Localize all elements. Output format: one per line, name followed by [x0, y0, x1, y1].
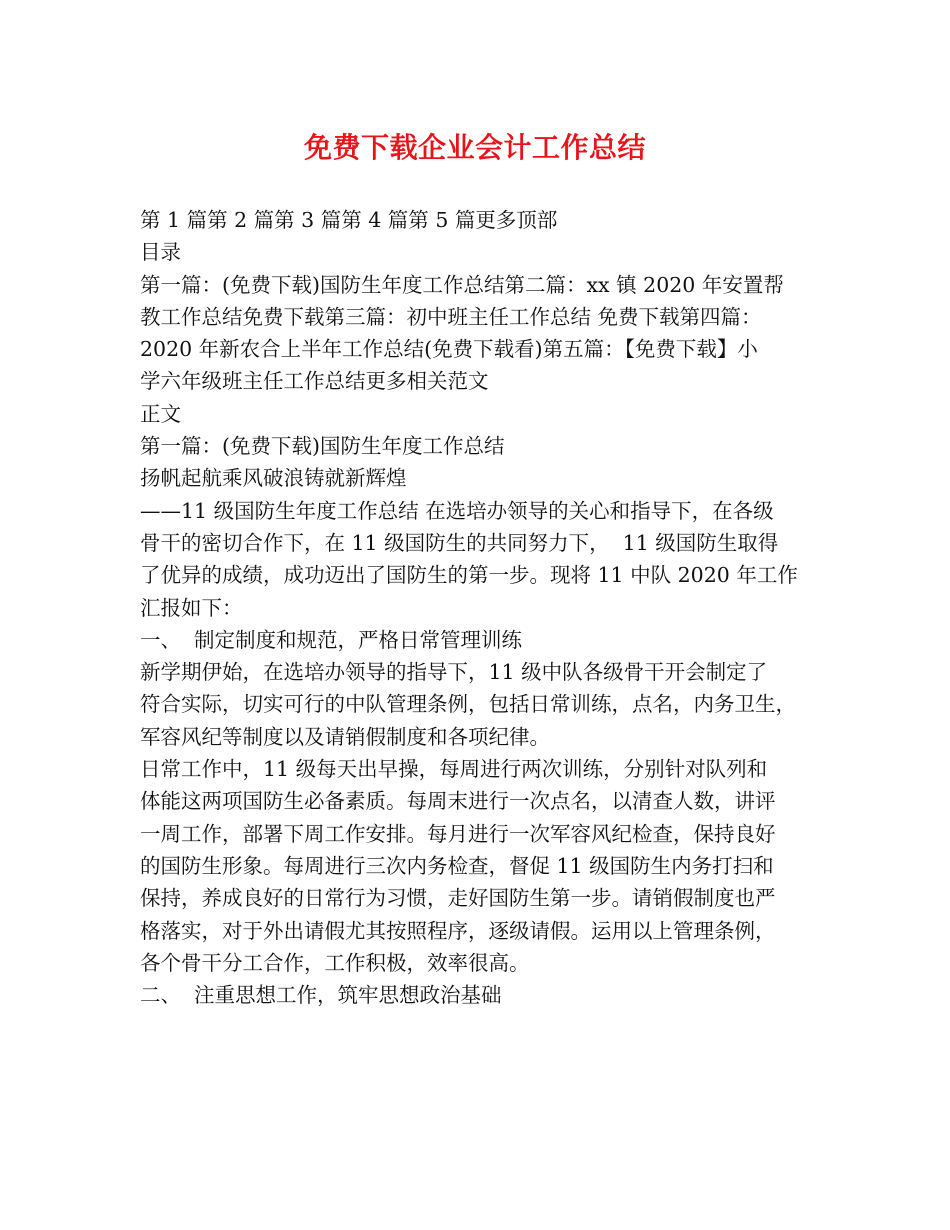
doc-line-toc-heading: 目录 — [140, 240, 181, 265]
doc-line-chapter-links: 第 1 篇第 2 篇第 3 篇第 4 篇第 5 篇更多顶部 — [140, 208, 558, 232]
doc-line-paragraph: 一周工作，部署下周工作安排。每月进行一次军容风纪检查，保持良好 — [140, 821, 776, 846]
doc-line-paragraph: 骨干的密切合作下，在 11 级国防生的共同努力下， 11 级国防生取得 — [140, 530, 779, 555]
doc-line-paragraph: 各个骨干分工合作，工作积极，效率很高。 — [140, 950, 530, 975]
doc-line-paragraph: 保持，养成良好的日常行为习惯，走好国防生第一步。请销假制度也严 — [140, 886, 776, 911]
doc-line-paragraph: ——11 级国防生年度工作总结 在选培办领导的关心和指导下，在各级 — [140, 498, 774, 523]
doc-line-paragraph: 的国防生形象。每周进行三次内务检查，督促 11 级国防生内务打扫和 — [140, 853, 774, 878]
doc-line-toc-1: 第一篇：(免费下载)国防生年度工作总结第二篇：xx 镇 2020 年安置帮 — [140, 272, 784, 297]
doc-line-toc-2: 教工作总结免费下载第三篇：初中班主任工作总结 免费下载第四篇： — [140, 304, 762, 329]
doc-line-body-heading: 正文 — [140, 401, 181, 426]
doc-line-section-heading: 一、 制定制度和规范，严格日常管理训练 — [140, 627, 523, 652]
doc-line-section-heading: 二、 注重思想工作，筑牢思想政治基础 — [140, 983, 502, 1008]
document-title: 免费下载企业会计工作总结 — [303, 131, 646, 164]
doc-line-paragraph: 军容风纪等制度以及请销假制度和各项纪律。 — [140, 724, 550, 749]
doc-line-toc-3: 2020 年新农合上半年工作总结(免费下载看)第五篇：【免费下载】小 — [140, 337, 758, 362]
doc-line-toc-4: 学六年级班主任工作总结更多相关范文 — [140, 369, 489, 394]
document-body — [140, 204, 830, 1011]
doc-line-chapter-title: 第一篇：(免费下载)国防生年度工作总结 — [140, 434, 505, 459]
doc-line-paragraph: 新学期伊始，在选培办领导的指导下，11 级中队各级骨干开会制定了 — [140, 660, 768, 685]
doc-line-paragraph: 日常工作中，11 级每天出早操，每周进行两次训练，分别针对队列和 — [140, 757, 768, 782]
doc-line-paragraph: 体能这两项国防生必备素质。每周末进行一次点名，以清查人数，讲评 — [140, 789, 776, 814]
doc-line-paragraph: 汇报如下： — [140, 595, 243, 620]
doc-line-paragraph: 格落实，对于外出请假尤其按照程序，逐级请假。运用以上管理条例， — [140, 918, 776, 943]
doc-line-subtitle: 扬帆起航乘风破浪铸就新辉煌 — [140, 466, 407, 491]
doc-line-paragraph: 符合实际，切实可行的中队管理条例，包括日常训练，点名，内务卫生， — [140, 692, 796, 717]
doc-line-paragraph: 了优异的成绩，成功迈出了国防生的第一步。现将 11 中队 2020 年工作 — [140, 563, 798, 588]
